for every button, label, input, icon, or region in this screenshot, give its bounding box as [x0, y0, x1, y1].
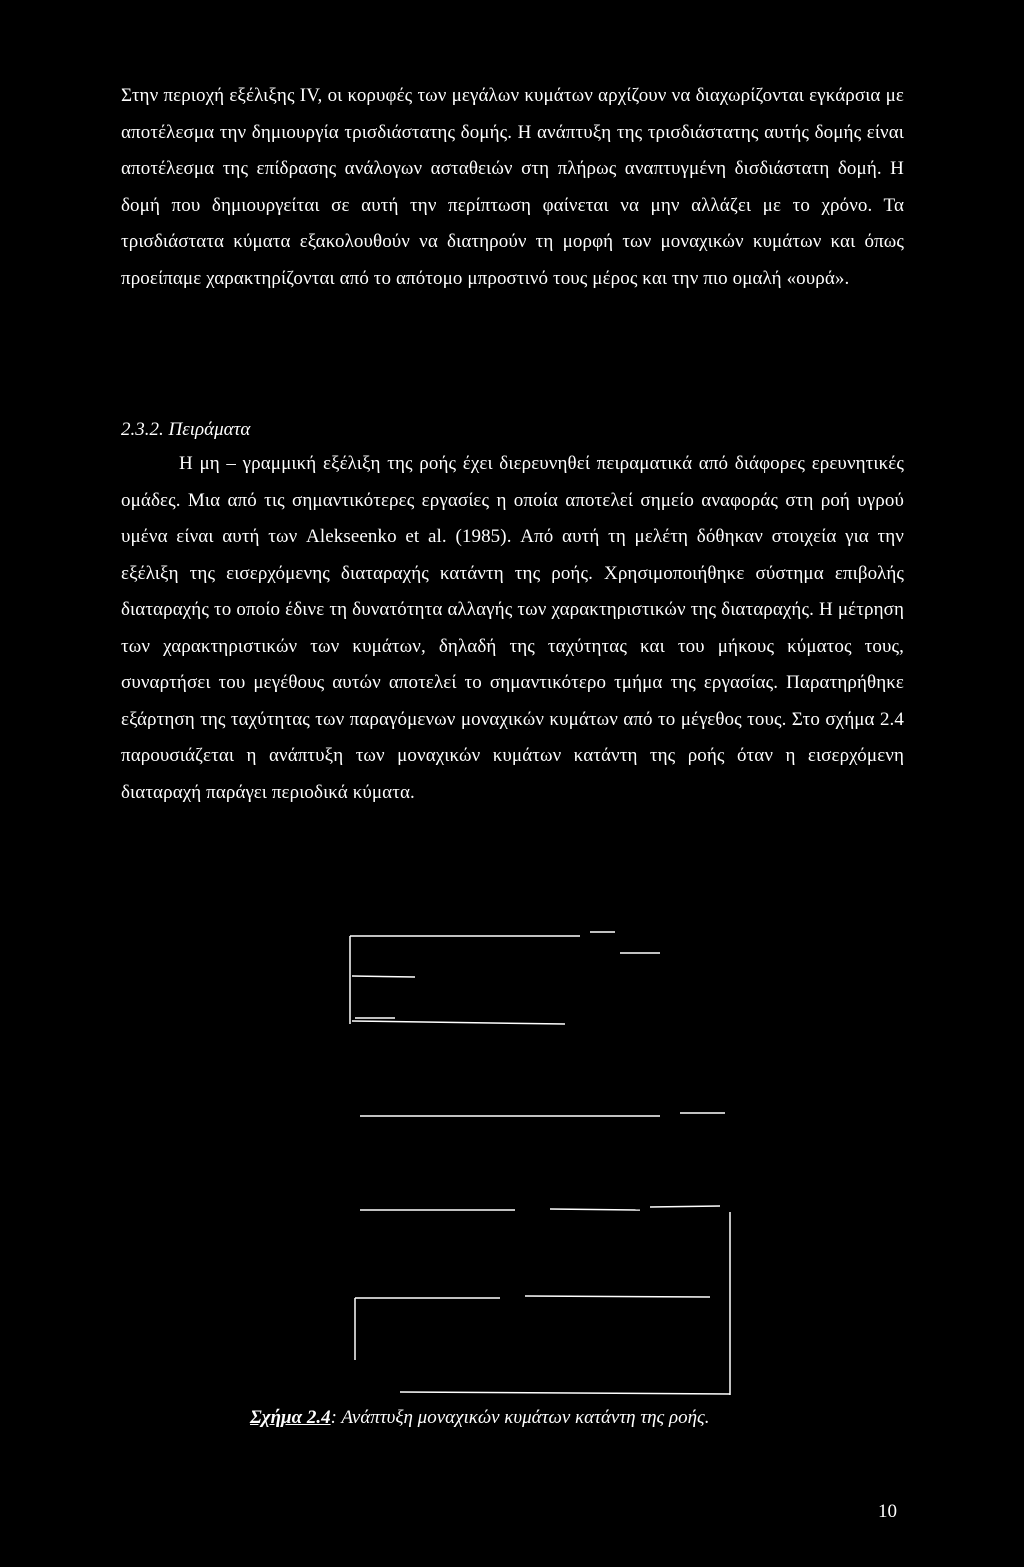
figure-trace-line	[550, 1209, 640, 1210]
paragraph-experiments: Η μη – γραμμική εξέλιξη της ροής έχει διερευνηθεί πειραματικά από διάφορες ερευνητικές ομάδες. Μια από τις σημαντικότερες εργασίες η οποία αποτελεί σημείο αναφοράς στη ροή υγρού υμένα είναι αυτή των Alekseenko et al. (1985). Από αυτή τη μελέτη δόθηκαν στοιχεία για την εξέλιξη της εισερχόμενης διαταραχής κατάντη της ροής. Χρησιμοποιήθηκε σύστημα επιβολής διαταραχής το οποίο έδινε τη δυνατότητα αλλαγής των χαρακτηριστικών της διαταραχής. Η μέτρηση των χαρακτηριστικών των κυμάτων, δηλαδή της ταχύτητας και του μήκους κύματος τους, συναρτήσει του μεγέθους αυτών αποτελεί το σημαντικότερο τμήμα της εργασίας. Παρατηρήθηκε εξάρτηση της ταχύτητας των παραγόμενων μοναχικών κυμάτων από το μέγεθος τους. Στο σχήμα 2.4 παρουσιάζεται η ανάπτυξη των μοναχικών κυμάτων κατάντη της ροής όταν η εισερχόμενη διαταραχή παράγει περιοδικά κύματα.	[121, 453, 904, 803]
section-heading: 2.3.2. Πειράματα	[121, 419, 251, 440]
figure-wave-development	[330, 920, 750, 1405]
figure-caption	[250, 1400, 710, 1436]
paragraph-intro: Στην περιοχή εξέλιξης IV, οι κορυφές των μεγάλων κυμάτων αρχίζουν να διαχωρίζονται εγκάρσια με αποτέλεσμα την δημιουργία τρισδιάστατης δομής. Η ανάπτυξη της τρισδιάστατης αυτής δομής είναι αποτέλεσμα της επίδρασης ανάλογων ασταθειών στη πλήρως αναπτυγμένη δισδιάστατη δομή. Η δομή που δημιουργείται σε αυτή την περίπτωση φαίνεται να μην αλλάζει με το χρόνο. Τα τρισδιάστατα κύματα εξακολουθούν να διατηρούν τη μορφή των μοναχικών κυμάτων και όπως προείπαμε χαρακτηρίζονται από το απότομο μπροστινό τους μέρος και την πιο ομαλή «ουρά».	[121, 85, 904, 289]
figure-trace-line	[400, 1392, 730, 1394]
figure-trace-line	[650, 1206, 720, 1207]
figure-drawing	[330, 920, 750, 1405]
figure-label: Σχήμα 2.4	[250, 1407, 331, 1428]
figure-trace-line	[352, 976, 415, 977]
figure-caption-text: : Ανάπτυξη μοναχικών κυμάτων κατάντη της ροής.	[330, 1407, 710, 1428]
figure-trace-line	[352, 1021, 565, 1024]
page-number: 10	[878, 1501, 897, 1522]
figure-trace-line	[525, 1296, 710, 1297]
